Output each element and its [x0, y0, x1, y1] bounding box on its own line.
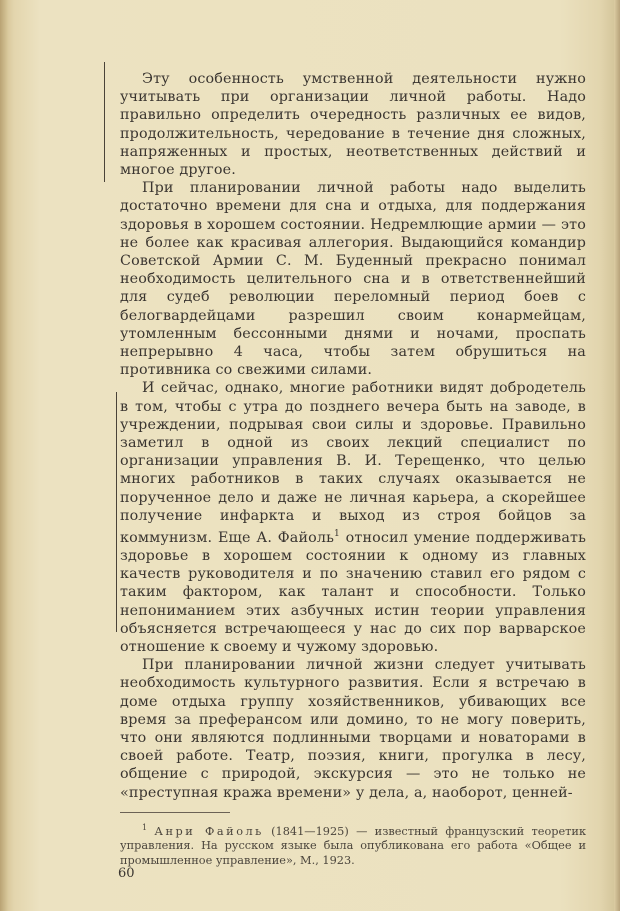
footnote [120, 821, 586, 869]
page-right-edge [614, 0, 620, 911]
footnote-text [120, 821, 586, 869]
footnote-mark: 1 [142, 823, 148, 832]
paragraph [120, 379, 586, 656]
main-text [120, 70, 586, 802]
margin-mark [116, 392, 117, 632]
paragraph-text-continuation: относил умение поддерживать здоровье в хорошем состоянии к одному из главных качеств руководителя и по значению ставил его рядом с таким фактором, как талант и способности. Только непониманием этих азбучных истин теории управления объясняется встречающееся у нас до сих пор варварское отношение к своему и чужому здоровью. [120, 529, 586, 656]
footnote-divider [120, 812, 230, 813]
paragraph: При планировании личной работы надо выделить достаточно времени для сна и отдыха, для поддержания здоровья в хорошем состоянии. Недремлющие армии — это не более как красивая аллегория. Выдающийся командир Советской Армии С. М. Буденный прекрасно понимал необходимость целительного сна и в ответственнейший для судеб революции переломный период боев с белогвардейцами разрешил своим конармейцам, утомленным бессонными днями и ночами, проспать непрерывно 4 часа, чтобы затем обрушиться на противника со свежими силами. [120, 180, 586, 379]
footnote-author: Анри Файоль [154, 824, 264, 838]
page-left-edge [0, 0, 8, 911]
footnote-body: (1841—1925) — известный французский теоретик управления. На русском языке была опубликована его работа «Общее и промышленное управление», М., 1923. [120, 824, 587, 867]
paragraph: При планировании личной жизни следует учитывать необходимость культурного развития. Если я встречаю в доме отдыха группу хозяйственников, убивающих все время за преферансом или домино, то не могу поверить, что они являются подлинными творцами и новаторами в своей работе. Театр, поэзия, книги, прогулка в лесу, общение с природой, экскурсия — это не только не «преступная кража времени» у дела, а, наоборот, ценней- [120, 657, 586, 801]
paragraph-text: И сейчас, однако, многие работники видят добродетель в том, чтобы с утра до позднего вечера быть на заводе, в учреждении, подрывая свои силы и здоровье. Правильно заметил в одной из своих лекций специалист по организации управления В. И. Терещенко, что целью многих работников в таких случаях оказывается не порученное дело и даже не личная карьера, а скорейшее получение инфаркта и выход из строя бойцов за коммунизм. Еще А. Файоль [120, 380, 586, 546]
paragraph: Эту особенность умственной деятельности нужно учитывать при организации личной работы. Надо правильно определить очередность различных ее видов, продолжительность, чередование в течение дня сложных, напряженных и простых, неответственных действий и многое другое. [120, 71, 586, 179]
page-number: 60 [118, 866, 135, 881]
footnote-reference: 1 [334, 529, 340, 540]
margin-mark [104, 62, 105, 182]
